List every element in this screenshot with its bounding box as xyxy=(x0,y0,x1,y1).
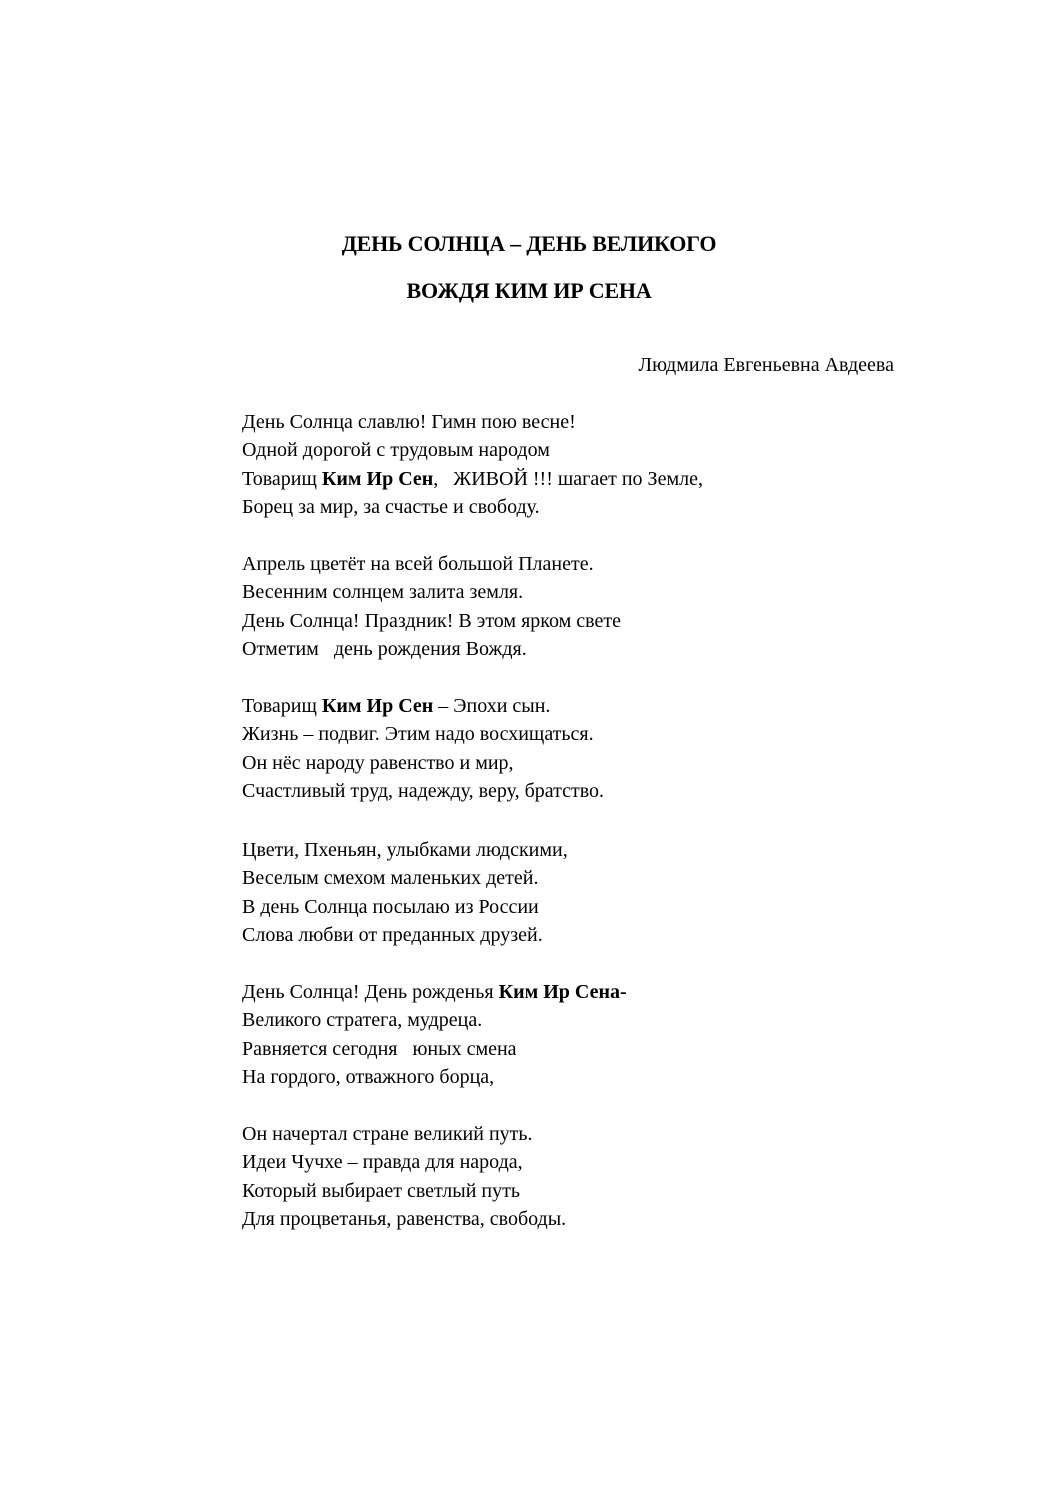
title-line-2: ВОЖДЯ КИМ ИР СЕНА xyxy=(406,278,652,303)
poem-line: Он начертал стране великий путь. xyxy=(242,1123,533,1145)
stanza-6 xyxy=(242,1120,882,1233)
poem-line: День Солнца! Праздник! В этом ярком свете xyxy=(242,609,621,632)
poem-text: Товарищ xyxy=(242,695,322,717)
poem-line: Весенним солнцем залита земля. xyxy=(242,581,524,604)
poem-line: Борец за мир, за счастье и свободу. xyxy=(242,495,540,518)
author-name: Людмила Евгеньевна Авдеева xyxy=(638,354,894,376)
poem-line: В день Солнца посылаю из России xyxy=(242,895,539,918)
stanza-2 xyxy=(242,550,882,663)
poem-line: День Солнца славлю! Гимн пою весне! xyxy=(242,411,576,433)
poem-line: Который выбирает светлый путь xyxy=(242,1179,520,1202)
poem-line: Веселым смехом маленьких детей. xyxy=(242,867,539,890)
poem-line xyxy=(242,465,882,493)
poem-line: Отметим день рождения Вождя. xyxy=(242,637,527,660)
poem-text-bold: Ким Ир Сен xyxy=(321,467,434,490)
poem-text: День Солнца! День рожденья xyxy=(242,981,499,1003)
poem-line: Великого стратега, мудреца. xyxy=(242,1009,483,1032)
poem-line: Одной дорогой с трудовым народом xyxy=(242,439,550,462)
poem-line xyxy=(242,978,882,1006)
stanza-5 xyxy=(242,978,882,1091)
poem-line: Идеи Чучхе – правда для народа, xyxy=(242,1151,523,1174)
poem-line: Жизнь – подвиг. Этим надо восхищаться. xyxy=(242,723,594,746)
poem-line: Равняется сегодня юных смена xyxy=(242,1037,517,1060)
poem-text-bold: Ким Ир Сен xyxy=(321,695,434,717)
stanza-4 xyxy=(242,836,882,949)
stanza-1 xyxy=(242,408,882,521)
poem-line: Слова любви от преданных друзей. xyxy=(242,923,543,946)
poem-line xyxy=(242,692,882,720)
poem-line: Апрель цветёт на всей большой Планете. xyxy=(242,553,594,575)
poem-text: – Эпохи сын. xyxy=(433,695,551,717)
poem-line: На гордого, отважного борца, xyxy=(242,1065,495,1088)
poem-line: Он нёс народу равенство и мир, xyxy=(242,751,514,774)
poem-text: , ЖИВОЙ !!! шагает по Земле, xyxy=(433,467,703,490)
poem-text-bold: Ким Ир Сена- xyxy=(498,981,627,1003)
poem-line: Для процветанья, равенства, свободы. xyxy=(242,1207,567,1230)
poem-line: Счастливый труд, надежду, веру, братство. xyxy=(242,779,605,802)
poem-line: Цвети, Пхеньян, улыбками людскими, xyxy=(242,839,568,861)
stanza-3 xyxy=(242,692,882,805)
title-line-1: ДЕНЬ СОЛНЦА – ДЕНЬ ВЕЛИКОГО xyxy=(341,231,717,256)
poem-text: Товарищ xyxy=(242,467,322,490)
